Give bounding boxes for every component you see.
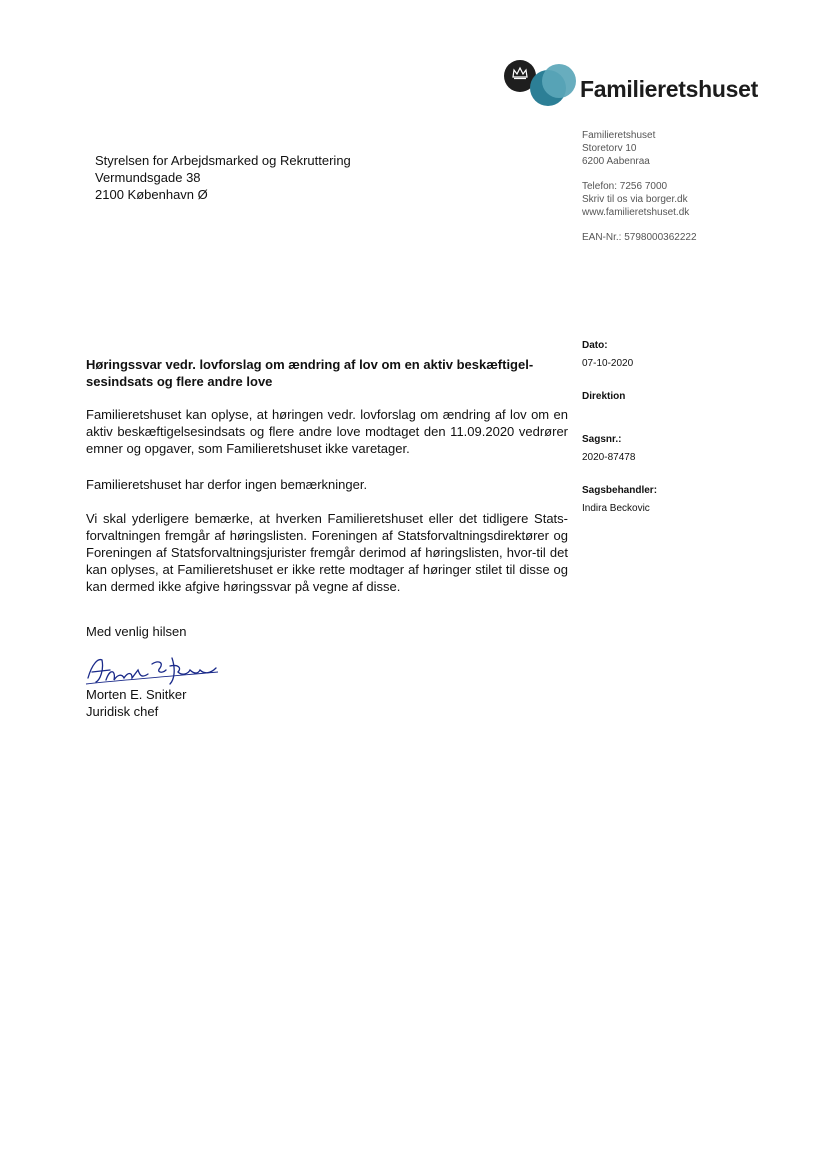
recipient-line-1: Styrelsen for Arbejdsmarked og Rekruttering [95, 153, 351, 168]
case-number-label: Sagsnr.: [582, 434, 622, 445]
signer-name: Morten E. Snitker [86, 687, 187, 702]
logo-light-teal-circle [542, 64, 576, 98]
sender-street: Storetorv 10 [582, 143, 637, 154]
date-label: Dato: [582, 340, 608, 351]
brand-logo [504, 60, 760, 112]
signer-title: Juridisk chef [86, 704, 159, 719]
department-label: Direktion [582, 391, 626, 402]
sender-write: Skriv til os via borger.dk [582, 194, 688, 205]
handler-value: Indira Beckovic [582, 503, 650, 514]
logo-wordmark: Familieretshuset [580, 76, 758, 102]
sender-ean: EAN-Nr.: 5798000362222 [582, 232, 697, 243]
crown-icon [512, 66, 528, 80]
date-value: 07-10-2020 [582, 358, 634, 369]
sender-phone: Telefon: 7256 7000 [582, 181, 668, 192]
sender-city: 6200 Aabenraa [582, 156, 650, 167]
recipient-address [95, 152, 351, 203]
body-paragraph-2: Familieretshuset har derfor ingen bemærkninger. [86, 477, 368, 492]
recipient-line-2: Vermundsgade 38 [95, 170, 201, 185]
sender-web: www.familieretshuset.dk [582, 207, 690, 218]
signer-block [86, 686, 186, 720]
handler-label: Sagsbehandler: [582, 485, 658, 496]
closing-salutation: Med venlig hilsen [86, 624, 187, 639]
sender-name: Familieretshuset [582, 130, 656, 141]
letter-title: Høringssvar vedr. lovforslag om ændring af lov om en aktiv beskæftigel-sesindsats og flere andre love [86, 357, 534, 389]
body-paragraph-3: Vi skal yderligere bemærke, at hverken Familieretshuset eller det tidligere Stats-forvaltningen fremgår af høringslisten. Foreningen af Statsforvaltningsdirektører og Foreningen af Statsforvaltningsjurister fremgår derimod af høringslisten, hvor-til det kan oplyses, at Familieretshuset er ikke rette modtager af høringer stilet til disse og kan dermed ikke afgive høringssvar på vegne af disse. [86, 511, 568, 594]
recipient-line-3: 2100 København Ø [95, 187, 208, 202]
body-paragraph-1: Familieretshuset kan oplyse, at høringen vedr. lovforslag om ændring af lov om en aktiv beskæftigelsesindsats og flere andre love modtaget den 11.09.2020 vedrører emner og opgaver, som Familieretshuset ikke varetager. [86, 407, 568, 456]
letter-meta [582, 339, 657, 515]
sender-address [582, 129, 697, 244]
case-number-value: 2020-87478 [582, 452, 636, 463]
